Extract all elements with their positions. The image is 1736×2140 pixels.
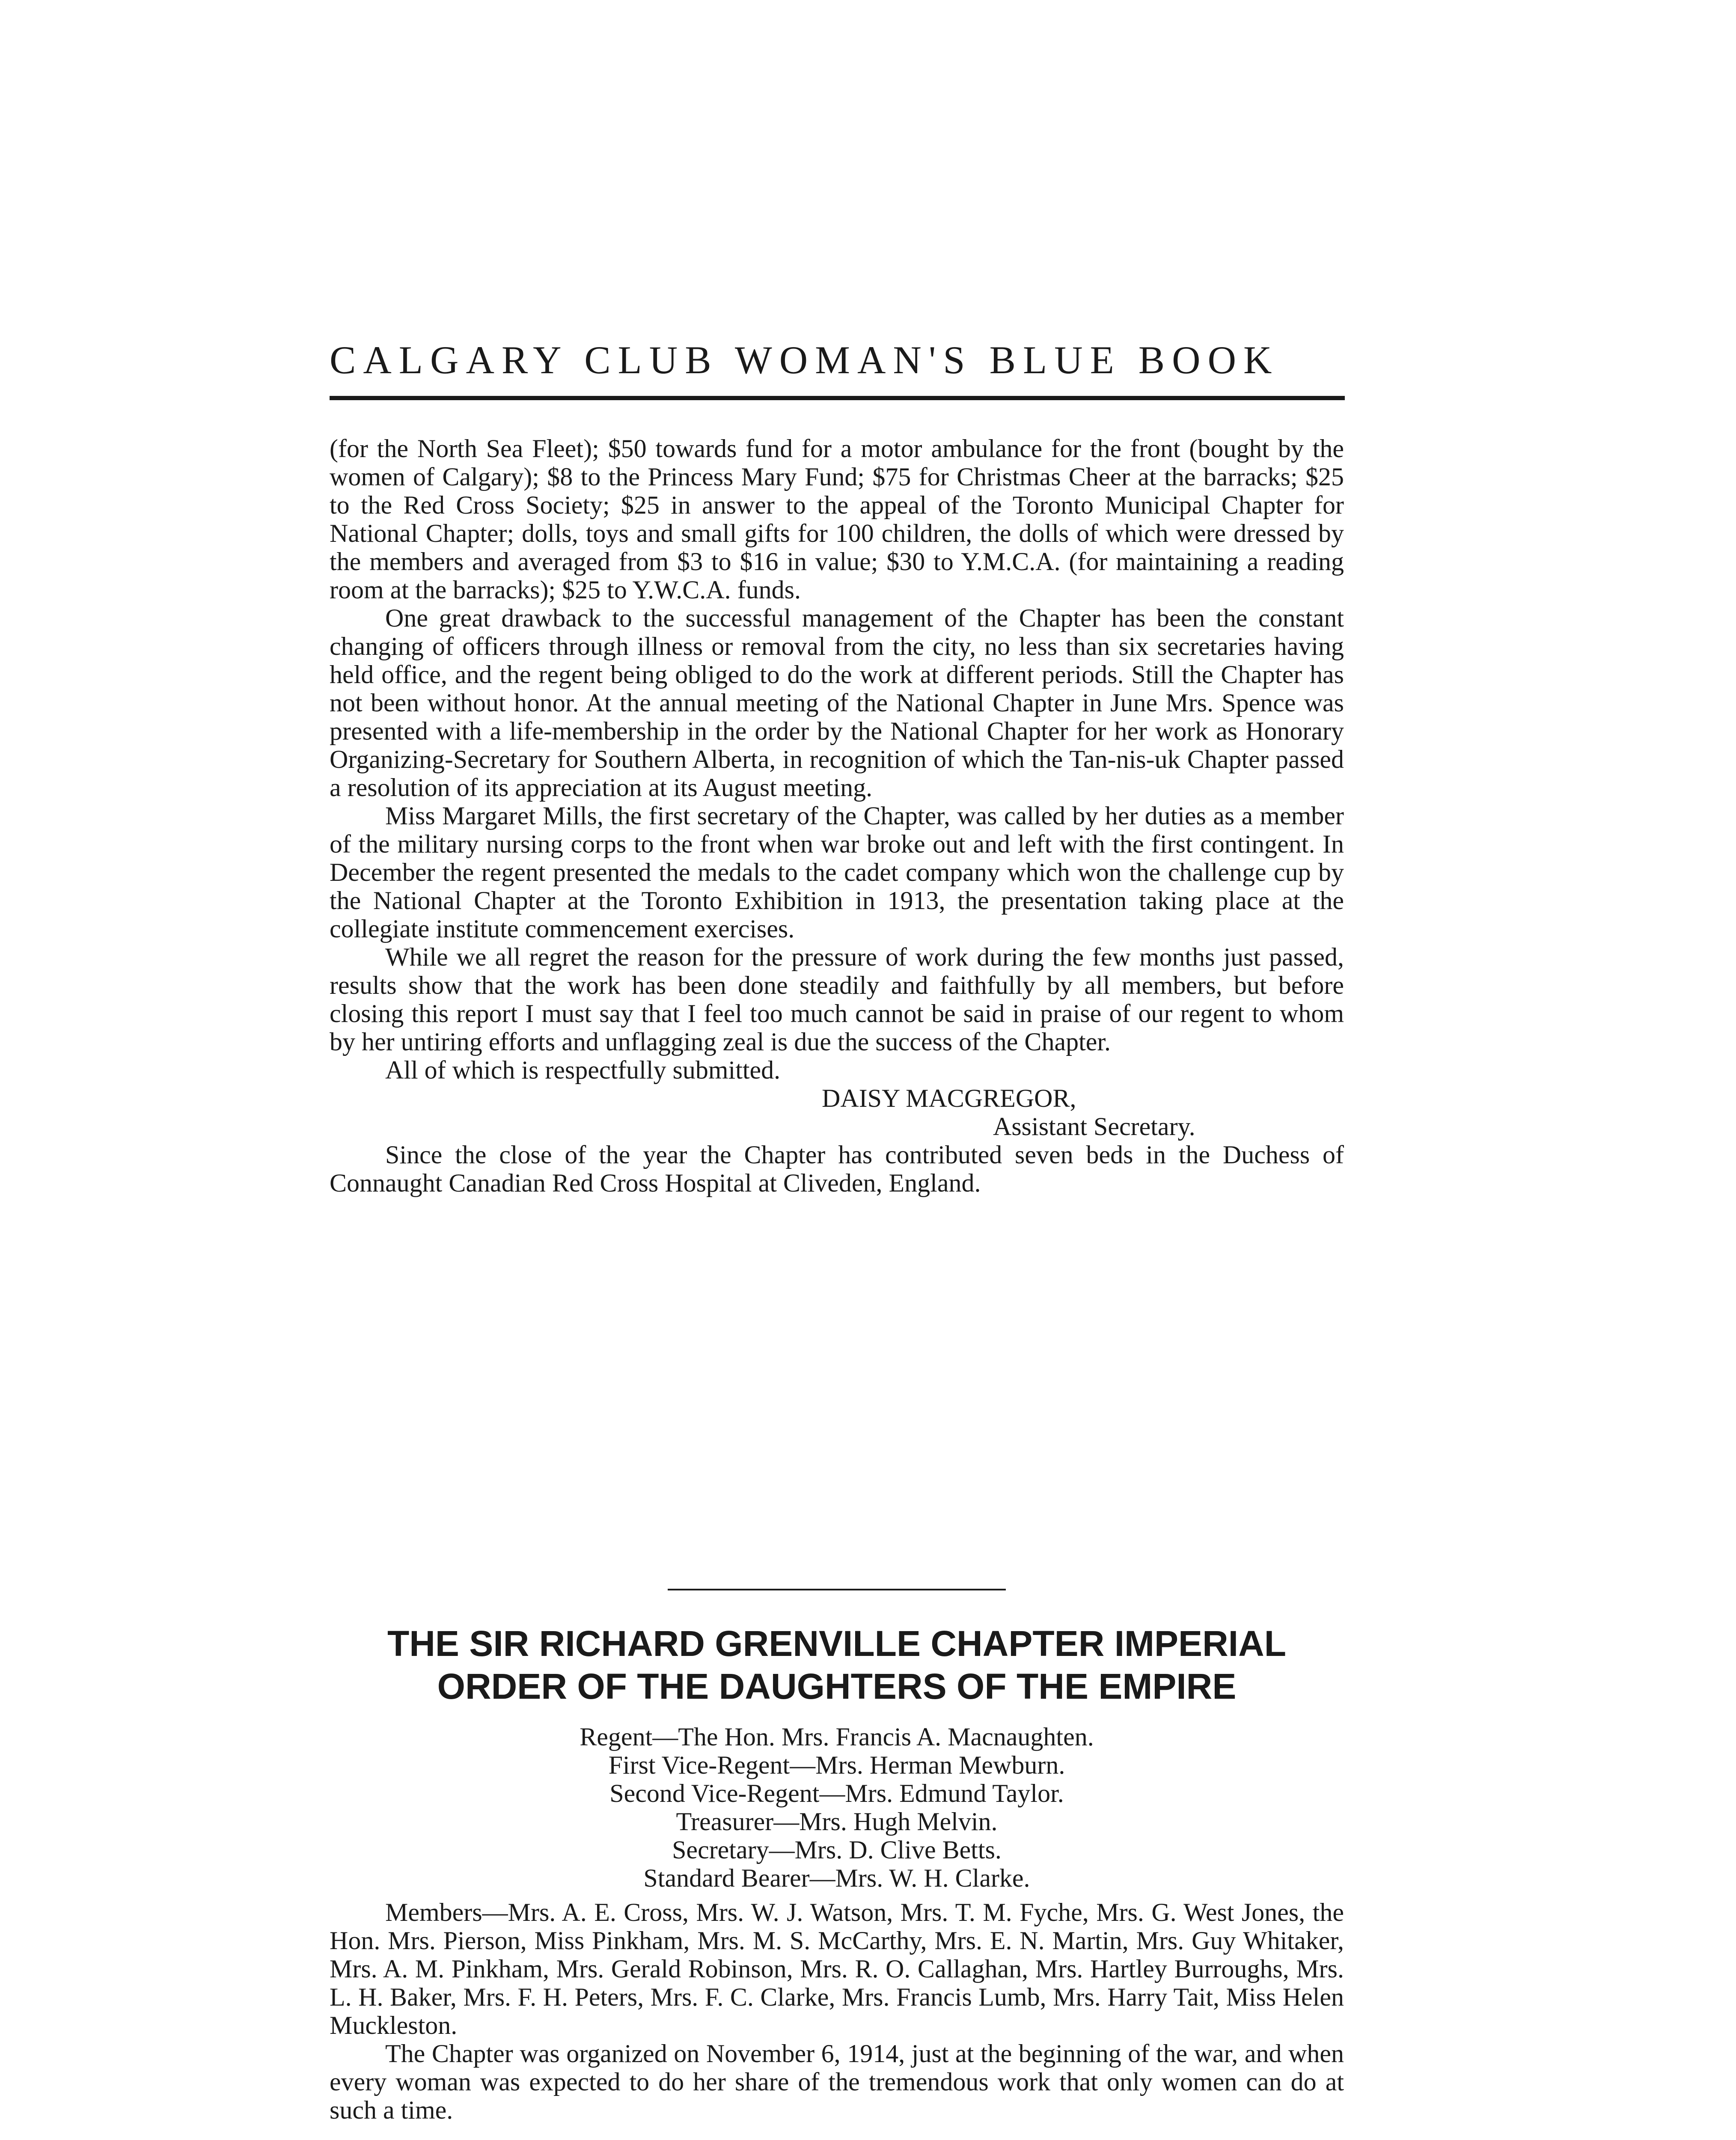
officer-entry: Secretary—Mrs. D. Clive Betts. xyxy=(672,1836,1002,1864)
report-closing: All of which is respectfully submitted. xyxy=(385,1056,781,1084)
report-postscript: Since the close of the year the Chapter has contributed seven beds in the Duchess of Connaught Canadian Red Cross Hospital at Cliveden, England. xyxy=(330,1141,1344,1197)
chapter-heading-line-1: THE SIR RICHARD GRENVILLE CHAPTER IMPERIAL xyxy=(387,1623,1287,1664)
section-divider xyxy=(668,1589,1006,1590)
report-body xyxy=(330,434,1344,1197)
officer-entry: First Vice-Regent—Mrs. Herman Mewburn. xyxy=(608,1751,1065,1779)
officer-entry: Second Vice-Regent—Mrs. Edmund Taylor. xyxy=(609,1779,1064,1807)
signature-title: Assistant Secretary. xyxy=(993,1112,1195,1141)
report-paragraph: Miss Margaret Mills, the first secretary of the Chapter, was called by her duties as a member of the military nursing corps to the front when war broke out and left with the first contingent. In December the regent presented the medals to the cadet company which won the challenge cup by the National Chapter at the Toronto Exhibition in 1913, the presentation taking place at the collegiate institute commencement exercises. xyxy=(330,802,1344,943)
report-paragraph: While we all regret the reason for the pressure of work during the few months just passed, results show that the work has been done steadily and faithfully by all members, but before closing this report I must say that I feel too much cannot be said in praise of our regent to whom by her untiring efforts and unflagging zeal is due the success of the Chapter. xyxy=(330,943,1344,1056)
organized-paragraph: The Chapter was organized on November 6, 1914, just at the beginning of the war, and when every woman was expected to do her share of the tremendous work that only women can do at such a time. xyxy=(330,2039,1344,2124)
signature-name: DAISY MACGREGOR, xyxy=(822,1084,1076,1112)
report-paragraph: One great drawback to the successful management of the Chapter has been the constant changing of officers through illness or removal from the city, no less than six secretaries having held office, and the regent being obliged to do the work at different periods. Still the Chapter has not been without honor. At the annual meeting of the National Chapter in June Mrs. Spence was presented with a life-membership in the order by the National Chapter for her work as Honorary Organizing-Secretary for Southern Alberta, in recognition of which the Tan-nis-uk Chapter passed a resolution of its appreciation at its August meeting. xyxy=(330,604,1344,802)
chapter-body xyxy=(330,1898,1344,2124)
chapter-heading-line-2: ORDER OF THE DAUGHTERS OF THE EMPIRE xyxy=(437,1666,1237,1706)
header-rule xyxy=(330,396,1345,400)
officer-entry: Treasurer—Mrs. Hugh Melvin. xyxy=(676,1807,998,1836)
page-header-title: CALGARY CLUB WOMAN'S BLUE BOOK xyxy=(330,338,1279,382)
officer-entry: Regent—The Hon. Mrs. Francis A. Macnaughten. xyxy=(580,1723,1094,1751)
officer-entry: Standard Bearer—Mrs. W. H. Clarke. xyxy=(643,1864,1030,1892)
officer-list xyxy=(330,1723,1344,1892)
chapter-heading xyxy=(308,1622,1365,1708)
report-paragraph: (for the North Sea Fleet); $50 towards fund for a motor ambulance for the front (bought by the women of Calgary); $8 to the Princess Mary Fund; $75 for Christmas Cheer at the barracks; $25 to the Red Cross Society; $25 in answer to the appeal of the Toronto Municipal Chapter for National Chapter; dolls, toys and small gifts for 100 children, the dolls of which were dressed by the members and averaged from $3 to $16 in value; $30 to Y.M.C.A. (for maintaining a reading room at the barracks); $25 to Y.W.C.A. funds. xyxy=(330,434,1344,604)
members-paragraph: Members—Mrs. A. E. Cross, Mrs. W. J. Watson, Mrs. T. M. Fyche, Mrs. G. West Jones, the Hon. Mrs. Pierson, Miss Pinkham, Mrs. M. S. McCarthy, Mrs. E. N. Martin, Mrs. Guy Whitaker, Mrs. A. M. Pinkham, Mrs. Gerald Robinson, Mrs. R. O. Callaghan, Mrs. Hartley Burroughs, Mrs. L. H. Baker, Mrs. F. H. Peters, Mrs. F. C. Clarke, Mrs. Francis Lumb, Mrs. Harry Tait, Miss Helen Muckleston. xyxy=(330,1898,1344,2039)
